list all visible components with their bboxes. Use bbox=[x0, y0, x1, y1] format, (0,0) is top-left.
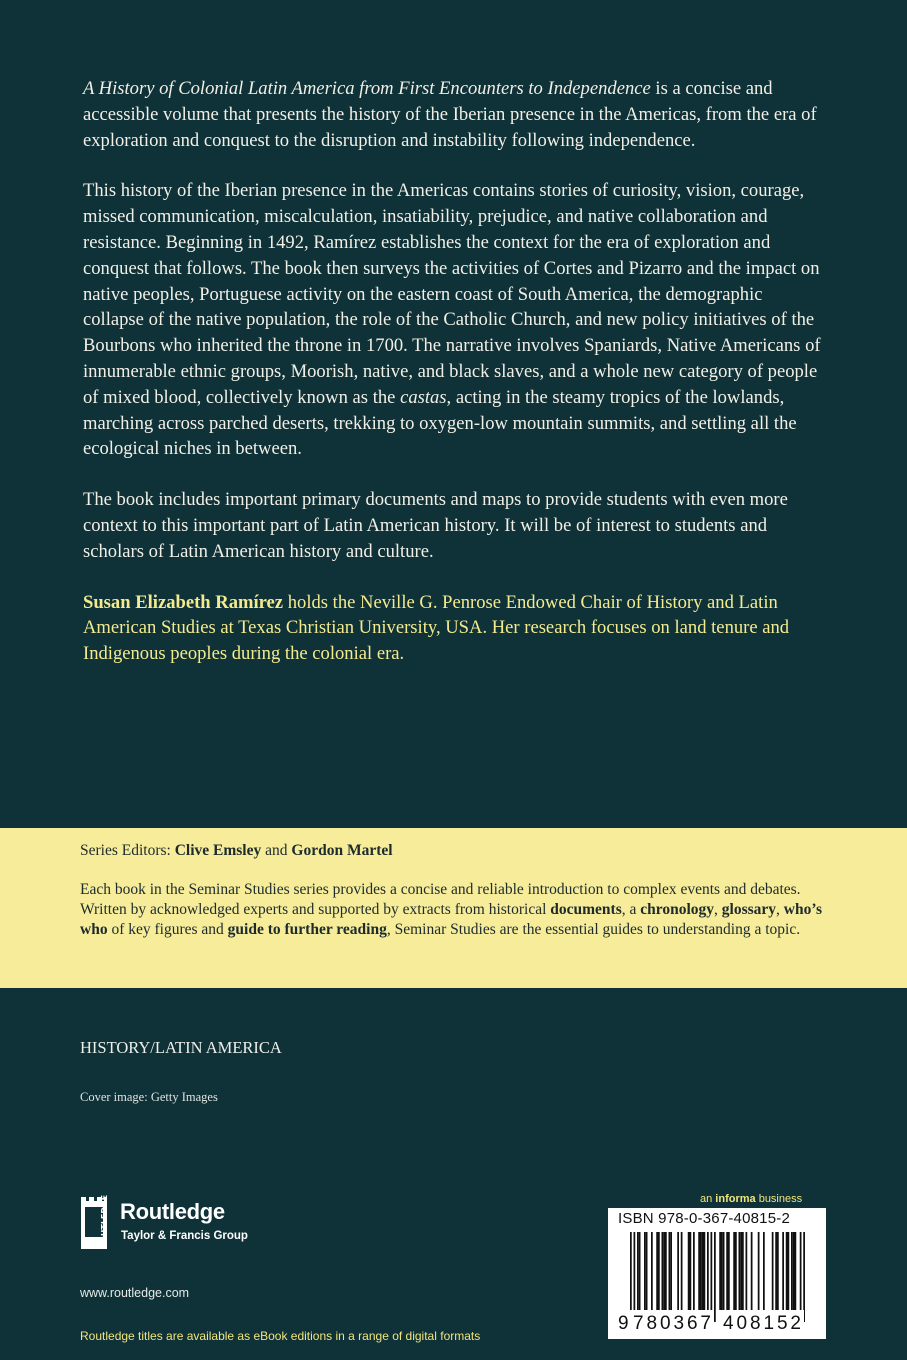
barcode-bar bbox=[677, 1232, 679, 1310]
barcode-bar bbox=[646, 1232, 648, 1310]
series-description: Each book in the Seminar Studies series provides a concise and reliable introduction to complex events and debates. Written by acknowledged experts and supported by extracts from historical documents, a chronology, glossary, who’s who of key figures and guide to further reading, Seminar Studies are the essential guides to understanding a topic. bbox=[80, 881, 822, 938]
barcode-digits-right: 408152 bbox=[723, 1313, 801, 1332]
barcode-bar bbox=[719, 1232, 721, 1310]
barcode-bar bbox=[739, 1232, 741, 1310]
barcode-bar bbox=[723, 1232, 725, 1310]
barcode-bar bbox=[704, 1232, 706, 1310]
routledge-tower-icon bbox=[78, 1195, 112, 1251]
publisher-group: Taylor & Francis Group bbox=[121, 1230, 248, 1242]
blurb-paragraph-2: This history of the Iberian presence in the Americas contains stories of curiosity, vision, courage, missed communication, miscalculation, insatiability, prejudice, and native collaboration and resistance. Beginning in 1492, Ramírez establishes the context for the era of exploration and conquest that follows. The book then surveys the activities of Cortes and Pizarro and the impact on native peoples, Portuguese activity on the eastern coast of South America, the demographic collapse of the native population, the role of the Catholic Church, and new policy initiatives of the Bourbons who inherited the throne in 1700. The narrative involves Spaniards, Native Americans of innumerable ethnic groups, Moorish, native, and black slaves, and a whole new category of people of mixed blood, collectively known as the castas, acting in the steamy tropics of the lowlands, marching across parched deserts, trekking to oxygen-low mountain summits, and settling all the ecological niches in between. bbox=[83, 180, 821, 460]
barcode-bar bbox=[721, 1232, 723, 1310]
book-title: A History of Colonial Latin America from First Encounters to Independence bbox=[83, 78, 651, 99]
publisher-name: Routledge bbox=[120, 1199, 225, 1224]
barcode-bar bbox=[663, 1232, 665, 1310]
barcode-digits-left: 780367 bbox=[633, 1313, 711, 1332]
barcode-bar bbox=[698, 1232, 700, 1310]
back-cover-blurb bbox=[83, 76, 828, 692]
ebook-note: Routledge titles are available as eBook editions in a range of digital formats bbox=[80, 1329, 481, 1343]
barcode-bar bbox=[740, 1232, 742, 1310]
svg-text:ROUTLEDGE: ROUTLEDGE bbox=[100, 1195, 109, 1250]
barcode-bar bbox=[670, 1232, 672, 1310]
barcode-bar bbox=[791, 1232, 793, 1322]
barcode-bar bbox=[728, 1232, 730, 1310]
barcode-bars bbox=[630, 1232, 805, 1322]
barcode-bar bbox=[788, 1232, 790, 1310]
blurb-paragraph-1: A History of Colonial Latin America from First Encounters to Independence is a concise and accessible volume that presents the history of the Iberian presence in the Americas, from the era of exploration and conquest to the disruption and instability following independence. bbox=[83, 78, 817, 151]
barcode-bar bbox=[775, 1232, 777, 1310]
barcode-digit-first: 9 bbox=[618, 1313, 629, 1332]
barcode-bar bbox=[665, 1232, 667, 1310]
barcode-bar bbox=[669, 1232, 671, 1310]
barcode-bar bbox=[772, 1232, 774, 1310]
barcode-bar bbox=[702, 1232, 704, 1310]
barcode-bar bbox=[733, 1232, 735, 1310]
barcode-bar bbox=[656, 1232, 658, 1310]
barcode-bar bbox=[746, 1232, 748, 1310]
barcode-bar bbox=[735, 1232, 737, 1310]
barcode-bar bbox=[637, 1232, 639, 1310]
cover-image-credit: Cover image: Getty Images bbox=[80, 1090, 218, 1104]
barcode-bar bbox=[803, 1232, 805, 1322]
barcode-bar bbox=[751, 1232, 753, 1310]
barcode-bar bbox=[714, 1232, 716, 1322]
barcode-bar bbox=[726, 1232, 728, 1310]
barcode-bar bbox=[782, 1232, 784, 1310]
barcode-bar bbox=[795, 1232, 797, 1322]
barcode-bar bbox=[651, 1232, 653, 1310]
barcode-bar bbox=[634, 1232, 636, 1322]
barcode-bar bbox=[800, 1232, 802, 1322]
barcode-bar bbox=[777, 1232, 779, 1310]
barcode-bar bbox=[700, 1232, 702, 1310]
barcode-bar bbox=[742, 1232, 744, 1310]
barcode-graphic bbox=[616, 1232, 818, 1332]
routledge-logo bbox=[78, 1195, 268, 1255]
barcode-bar bbox=[690, 1232, 692, 1310]
barcode-bar bbox=[786, 1232, 788, 1310]
blurb-paragraph-3: The book includes important primary documents and maps to provide students with even more context to this important part of Latin American history. It will be of interest to students and scholars of Latin American history and culture. bbox=[83, 489, 788, 562]
barcode-bar bbox=[630, 1232, 632, 1322]
barcode-bar bbox=[662, 1232, 664, 1310]
barcode-bar bbox=[681, 1232, 683, 1310]
barcode-bar bbox=[707, 1232, 709, 1310]
publisher-website[interactable]: www.routledge.com bbox=[80, 1286, 190, 1300]
barcode-bar bbox=[763, 1232, 765, 1310]
author-name: Susan Elizabeth Ramírez bbox=[83, 591, 284, 613]
series-band bbox=[0, 828, 907, 988]
author-bio: Susan Elizabeth Ramírez holds the Neville G. Penrose Endowed Chair of History and Latin American Studies at Texas Christian University, USA. Her research focuses on land tenure and Indigenous peoples during the colonial era. bbox=[83, 591, 790, 665]
subject-category: HISTORY/LATIN AMERICA bbox=[80, 1038, 282, 1057]
barcode-bar bbox=[758, 1232, 760, 1310]
isbn-label: ISBN 978-0-367-40815-2 bbox=[618, 1210, 791, 1227]
barcode-bar bbox=[711, 1232, 713, 1322]
barcode-bar bbox=[693, 1232, 695, 1310]
barcode-bar bbox=[793, 1232, 795, 1322]
barcode-bar bbox=[639, 1232, 641, 1310]
informa-business-tag: an informa business bbox=[700, 1193, 803, 1205]
isbn-barcode bbox=[608, 1208, 826, 1339]
barcode-bar bbox=[644, 1232, 646, 1310]
barcode-bar bbox=[658, 1232, 660, 1310]
barcode-bar bbox=[688, 1232, 690, 1310]
series-editors: Series Editors: Clive Emsley and Gordon Martel bbox=[80, 842, 393, 859]
